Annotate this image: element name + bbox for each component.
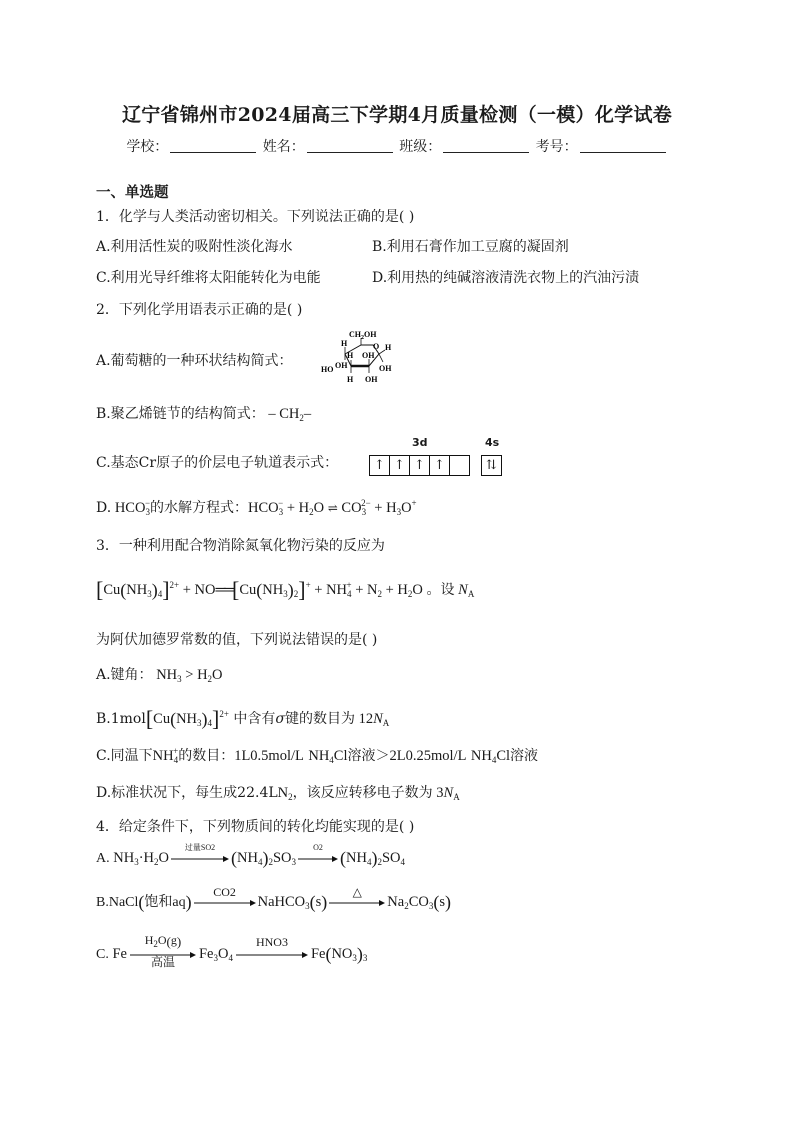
section-heading: 一、单选题	[96, 184, 169, 201]
svg-text:OH: OH	[362, 351, 375, 360]
orbital-3d-boxes	[370, 455, 470, 476]
svg-text:OH: OH	[365, 375, 378, 384]
reaction-arrow	[171, 842, 229, 863]
q1-option-a: A.利用活性炭的吸附性淡化海水	[96, 239, 293, 255]
q3-option-d	[96, 782, 460, 802]
q1-stem: 1．化学与人类活动密切相关。下列说法正确的是( )	[96, 209, 415, 225]
svg-text:HO: HO	[321, 365, 334, 374]
id-blank[interactable]	[580, 140, 666, 153]
q4-option-b-condition: 饱和aq	[144, 895, 186, 910]
q3-option-c-compare: 溶液＞	[347, 748, 390, 764]
q3-eq-tail: 。设	[426, 583, 455, 598]
q3-reaction-equation: $[Cu(NH_3)_4]^{2+}$ + $NO══[Cu(NH_3)_2]^+ + NH_4^+ + N_2 + H_2O$ 。设 $N_A$	[96, 577, 475, 602]
student-info-line	[0, 136, 794, 156]
q2-option-d	[96, 497, 417, 517]
q4-option-a-prefix: A.	[96, 851, 110, 866]
q4-b-condition-2: △	[352, 884, 362, 899]
q3-option-b-sigma: σ	[275, 711, 285, 727]
q3-option-c-text: 的数目：	[178, 748, 235, 764]
glucose-ring-structure	[317, 328, 397, 390]
q2-option-b-formula: – $CH_2-$	[264, 406, 312, 423]
q4-option-b: B.NaCl(饱和aq) CO2 NaHCO$_3$(s) △ $Na_2CO_3(s)$	[96, 884, 452, 912]
orbital-4s-box: ⇅	[481, 455, 502, 476]
q2-option-d-ion: $HCO_3^-$	[111, 498, 151, 517]
name-label: 姓名：	[262, 139, 305, 155]
name-blank[interactable]	[307, 140, 393, 153]
orbital-3d-box: ↑	[429, 455, 450, 476]
id-label: 考号：	[535, 139, 578, 155]
reaction-arrow	[329, 884, 385, 907]
q3-option-b-complex: $[Cu(NH_3)_4]^{2+}$	[145, 706, 229, 731]
ch2oh-group: $CH_2OH$	[349, 330, 377, 341]
q2-option-d-text: 的水解方程式：	[150, 500, 249, 516]
q2-option-a: A.葡萄糖的一种环状结构简式：	[96, 353, 293, 369]
orbital-3d-box: ↑	[409, 455, 430, 476]
q3-option-b-prefix: B.1mol	[96, 711, 146, 727]
school-label: 学校：	[126, 139, 169, 155]
q3-option-a-text: A.键角：	[96, 667, 153, 683]
reaction-arrow	[130, 932, 196, 969]
orbital-4s-boxes	[482, 455, 502, 476]
orbital-3d-label: 3d	[412, 436, 428, 449]
q4-c-condition-2: HNO3	[255, 934, 288, 949]
q4-option-c: C. Fe $H_2O(g)$ 高温 $Fe_3O_4$ HNO3 $Fe(NO_3)_3$	[96, 932, 368, 969]
orbital-3d-box	[449, 455, 470, 476]
q2-option-b-text: B.聚乙烯链节的结构简式：	[96, 406, 265, 422]
orbital-3d-box: ↑	[369, 455, 390, 476]
exam-title: 辽宁省锦州市2024届高三下学期4月质量检测（一模）化学试卷	[121, 104, 673, 126]
reaction-arrow	[236, 934, 308, 959]
q4-option-c-prefix: C.	[96, 947, 109, 962]
q3-option-d-text: D.标准状况下，每生成22.4L	[96, 785, 278, 801]
q2-option-d-prefix: D.	[96, 500, 112, 516]
q3-option-c-tail: 溶液	[510, 748, 539, 764]
q2-stem: 2．下列化学用语表示正确的是( )	[96, 302, 303, 318]
svg-text:OH: OH	[335, 361, 348, 370]
q4-c-condition-bottom: 高温	[150, 954, 175, 969]
reaction-arrow	[194, 884, 256, 907]
q3-option-d-value: $3N_A$	[432, 785, 460, 802]
q3-option-b-text: 中含有	[233, 711, 276, 727]
svg-text:H: H	[347, 375, 354, 384]
q3-option-c-salt1: $NH_4Cl$	[308, 748, 348, 765]
orbital-3d-box: ↑	[389, 455, 410, 476]
q3-option-d-n2: $N_2$	[277, 785, 293, 802]
ring-oxygen: O	[373, 342, 380, 351]
q4-option-b-prefix: B.NaCl	[96, 895, 139, 910]
q3-option-b-value: $12N_A$	[354, 711, 390, 728]
q3-option-c-conc2: 2L0.25mol/L	[389, 748, 467, 764]
q3-option-a-formula: $NH_3 > H_2O$	[152, 667, 223, 684]
svg-text:OH: OH	[379, 364, 392, 373]
q2-option-c: C.基态Cr原子的价层电子轨道表示式：	[96, 455, 339, 471]
q4-stem: 4．给定条件下，下列物质间的转化均能实现的是( )	[96, 819, 415, 835]
orbital-4s-label: 4s	[485, 436, 500, 449]
q4-c-condition-top: $H_2O(g)$	[144, 932, 182, 949]
q3-option-c-prefix: C.同温下	[96, 748, 153, 764]
svg-text:H: H	[347, 351, 354, 360]
q4-a-condition-2: O2	[313, 842, 323, 852]
q3-option-b-tail: 键的数目为	[284, 711, 355, 727]
q2-option-b	[96, 403, 311, 423]
svg-text:H: H	[341, 339, 348, 348]
q3-option-c-salt2: $NH_4Cl$	[470, 748, 511, 765]
q1-option-b: B.利用石膏作加工豆腐的凝固剂	[372, 239, 569, 255]
q3-option-c-conc1: 1L0.5mol/L	[234, 748, 304, 764]
q3-option-d-tail: ，该反应转移电子数为	[292, 785, 433, 801]
class-label: 班级：	[399, 139, 442, 155]
q3-option-b	[96, 706, 389, 732]
q1-option-d: D.利用热的纯碱溶液清洗衣物上的汽油污渍	[372, 270, 640, 286]
class-blank[interactable]	[443, 140, 529, 153]
q3-option-c	[96, 745, 538, 765]
q4-option-a: A. $NH_3\cdot H_2O$ 过量SO2 $(NH_4)_2SO_3$ O2 $(NH_4)_2SO_4$	[96, 842, 405, 868]
q1-option-c: C.利用光导纤维将太阳能转化为电能	[96, 270, 321, 286]
q4-b-condition-1: CO2	[213, 884, 236, 899]
q3-stem-continued: 为阿伏加德罗常数的值，下列说法错误的是( )	[96, 632, 378, 648]
reaction-arrow	[298, 842, 338, 863]
q3-stem: 3．一种利用配合物消除氮氧化物污染的反应为	[96, 538, 385, 554]
q3-option-c-ion: $NH_4^+$	[152, 746, 179, 765]
q4-a-condition-1: 过量SO2	[184, 842, 216, 852]
q3-option-a	[96, 664, 223, 684]
school-blank[interactable]	[170, 140, 256, 153]
q2-option-d-equation: $HCO_3^- + H_2O$ ⇌ $CO_3^{2-} + H_3O^+$	[248, 498, 417, 517]
orbital-diagram	[370, 436, 510, 486]
svg-text:H: H	[385, 343, 392, 352]
q3-na-symbol: N	[458, 582, 468, 598]
